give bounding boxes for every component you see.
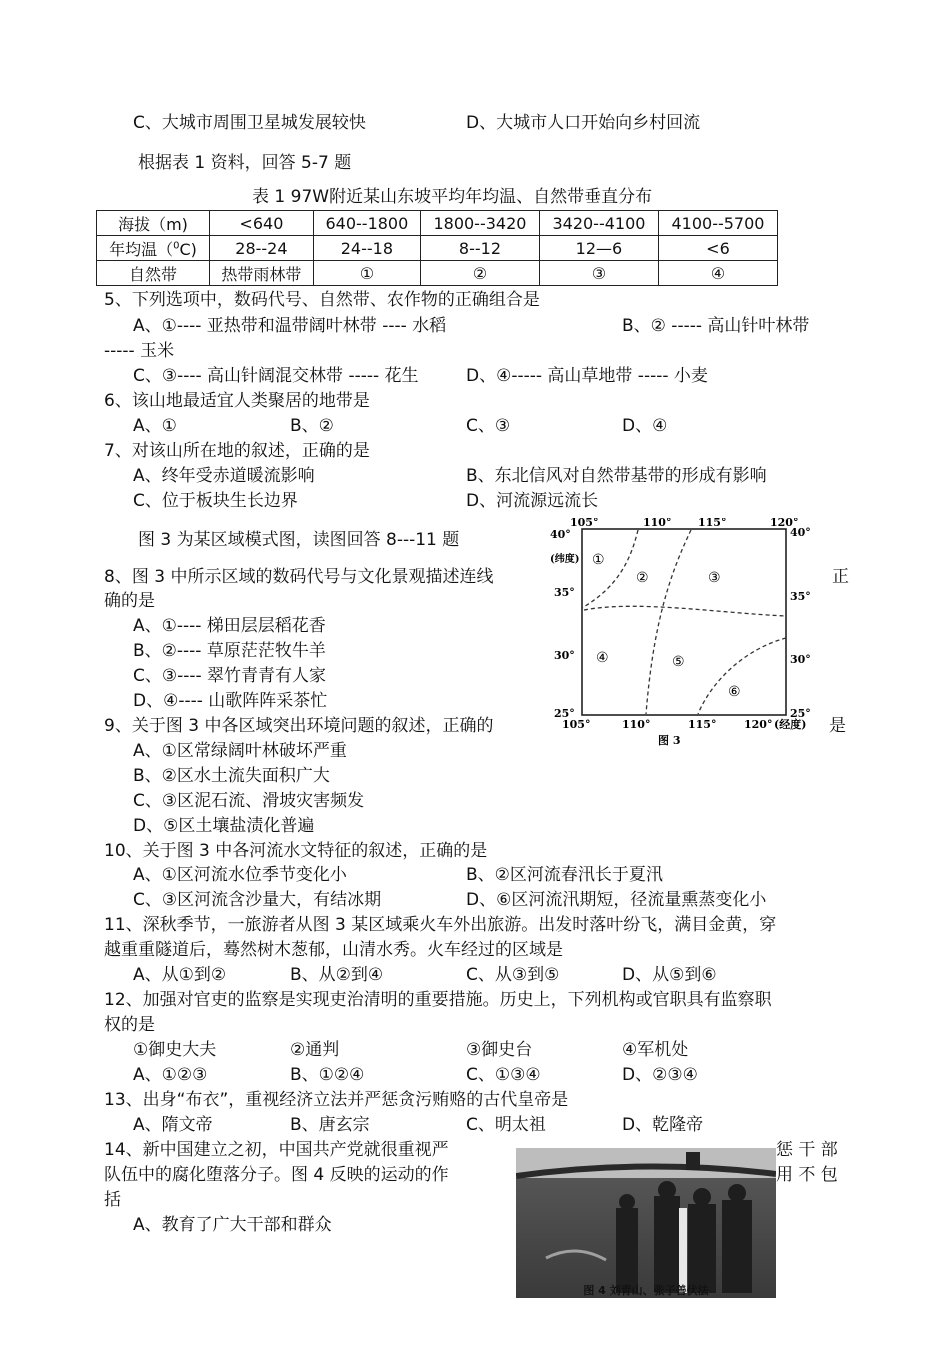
figure3-region-map [548,518,850,750]
table1-cell: ② [420,261,539,286]
table1-cell-temp-label: 年均温（$^0$C) [97,236,210,261]
q13-option-b: B、唐玄宗 [290,1115,370,1135]
boundary-line [582,530,638,608]
q12-option-d: D、②③④ [622,1065,698,1085]
q12-item-3: ③御史台 [466,1040,533,1060]
table1-caption: 表 1 97W附近某山东坡平均年均温、自然带垂直分布 [252,187,653,207]
lon-label-top: 105° [570,518,599,529]
q11-stem: 11、深秋季节，一旅游者从图 3 某区域乘火车外出旅游。出发时落叶纷飞，满目金黄，穿 [104,915,777,935]
q7-option-b: B、东北信风对自然带基带的形成有影响 [466,466,767,486]
q10-option-d: D、⑥区河流汛期短，径流量熏蒸变化小 [466,890,767,910]
table1 [96,210,778,286]
q4-option-d: D、大城市人口开始向乡村回流 [466,113,701,133]
table1-cell: 640--1800 [313,211,420,236]
q9-stem-end: 是 [829,716,846,736]
q8-stem: 8、图 3 中所示区域的数码代号与文化景观描述连线 [104,567,494,587]
q13-option-a: A、隋文帝 [133,1115,213,1135]
q12-item-1: ①御史大夫 [133,1040,217,1060]
boundary-line [646,530,691,714]
region-number: ① [592,552,605,568]
q14-option-a: A、教育了广大干部和群众 [133,1215,332,1235]
q7-stem: 7、对该山所在地的叙述，正确的是 [104,441,370,461]
q5-option-a: A、①---- 亚热带和温带阔叶林带 ---- 水稻 [133,316,447,336]
boundary-line [698,638,786,714]
region-number: ③ [708,570,721,586]
map-frame [582,529,786,715]
table1-cell: 1800--3420 [420,211,539,236]
q8-stem-end: 正 [832,567,849,587]
q14-stem: 14、新中国建立之初，中国共产党就很重视严 [104,1140,449,1160]
q5-stem: 5、下列选项中，数码代号、自然带、农作物的正确组合是 [104,290,540,310]
lat-label-left: 25° [554,707,575,720]
q14-stem-cont2: 括 [104,1190,121,1210]
table1-cell: 自然带 [97,261,210,286]
q6-option-b: B、② [290,416,334,436]
region-number: ② [636,570,649,586]
figure4-photo [516,1148,776,1298]
q4-option-c: C、大城市周围卫星城发展较快 [133,113,366,133]
q9-option-c: C、③区泥石流、滑坡灾害频发 [133,791,365,811]
table1-cell: <6 [658,236,777,261]
q7-option-a: A、终年受赤道暖流影响 [133,466,315,486]
lat-label-left: 40° [550,528,571,541]
lon-label-top: 115° [698,518,727,529]
q12-stem-cont: 权的是 [104,1015,155,1035]
q5-option-d: D、④----- 高山草地带 ----- 小麦 [466,366,708,386]
q14-stem-end: 惩 干 部 [776,1140,838,1160]
lat-label-left: 30° [554,649,575,662]
lat-unit-label: (纬度) [550,554,580,565]
q9-stem: 9、关于图 3 中各区域突出环境问题的叙述，正确的 [104,716,494,736]
q11-option-b: B、从②到④ [290,965,384,985]
intro-figure3: 图 3 为某区域模式图，读图回答 8---11 题 [138,530,460,550]
q5-option-b: B、② ----- 高山针叶林带 [622,316,810,336]
lon-label-bottom: 110° [622,718,651,731]
q11-option-d: D、从⑤到⑥ [622,965,717,985]
q12-option-b: B、①②④ [290,1065,365,1085]
q6-option-c: C、③ [466,416,511,436]
q9-option-a: A、①区常绿阔叶林破坏严重 [133,741,347,761]
q7-option-d: D、河流源远流长 [466,491,599,511]
q9-option-d: D、⑤区土壤盐渍化普遍 [133,816,315,836]
region-number: ④ [596,650,609,666]
q12-option-c: C、①③④ [466,1065,541,1085]
table1-cell: 28--24 [209,236,313,261]
table1-cell: 12—6 [539,236,658,261]
q12-item-4: ④军机处 [622,1040,689,1060]
region-number: ⑤ [672,654,685,670]
q6-stem: 6、该山地最适宜人类聚居的地带是 [104,391,370,411]
q10-option-a: A、①区河流水位季节变化小 [133,865,347,885]
q13-stem: 13、出身“布衣”，重视经济立法并严惩贪污贿赂的古代皇帝是 [104,1090,569,1110]
q7-option-c: C、位于板块生长边界 [133,491,298,511]
lat-label-right: 40° [790,526,811,539]
table1-cell: 海拔（m) [97,211,210,236]
table1-cell: 4100--5700 [658,211,777,236]
boundary-line [584,606,786,616]
q11-stem-cont: 越重重隧道后，蓦然树木葱郁，山清水秀。火车经过的区域是 [104,940,563,960]
q10-option-b: B、②区河流春汛长于夏汛 [466,865,663,885]
q9-option-b: B、②区水土流失面积广大 [133,766,330,786]
lon-label-top: 120° [770,518,799,529]
q5-option-c: C、③---- 高山针阔混交林带 ----- 花生 [133,366,419,386]
intro-table1: 根据表 1 资料，回答 5-7 题 [138,153,352,173]
lon-label-top: 110° [643,518,672,529]
q6-option-a: A、① [133,416,177,436]
table1-cell: ④ [658,261,777,286]
q10-stem: 10、关于图 3 中各河流水文特征的叙述，正确的是 [104,841,488,861]
table1-cell: ① [313,261,420,286]
q8-option-d: D、④---- 山歌阵阵采茶忙 [133,691,328,711]
lat-label-right: 25° [790,707,811,720]
lon-label-bottom: 115° [688,718,717,731]
q12-option-a: A、①②③ [133,1065,208,1085]
table1-cell: 3420--4100 [539,211,658,236]
q6-option-d: D、④ [622,416,668,436]
table1-cell: ③ [539,261,658,286]
region-number: ⑥ [728,684,741,700]
table1-cell: 24--18 [313,236,420,261]
q13-option-d: D、乾隆帝 [622,1115,704,1135]
table1-row-temperature [97,236,778,261]
q8-stem-cont: 确的是 [104,591,155,611]
q10-option-c: C、③区河流含沙量大，有结冰期 [133,890,382,910]
table1-row-altitude [97,211,778,236]
table1-row-zone [97,261,778,286]
q8-option-a: A、①---- 梯田层层稻花香 [133,616,326,636]
q12-item-2: ②通判 [290,1040,340,1060]
q11-option-a: A、从①到② [133,965,227,985]
q8-option-b: B、②---- 草原茫茫牧牛羊 [133,641,326,661]
lon-unit-label: (经度) [774,718,807,731]
table1-cell: <640 [209,211,313,236]
table1-cell: 8--12 [420,236,539,261]
lat-label-right: 30° [790,653,811,666]
figure3-caption: 图 3 [658,734,681,747]
q12-stem: 12、加强对官吏的监察是实现吏治清明的重要措施。历史上，下列机构或官职具有监察职 [104,990,772,1010]
lon-label-bottom: 120° [744,718,773,731]
table1-cell: 热带雨林带 [209,261,313,286]
q14-stem-cont-end: 用 不 包 [776,1165,838,1185]
q13-option-c: C、明太祖 [466,1115,546,1135]
lat-label-left: 35° [554,586,575,599]
q5-option-b-cont: ----- 玉米 [104,341,175,361]
lat-label-right: 35° [790,590,811,603]
q8-option-c: C、③---- 翠竹青青有人家 [133,666,327,686]
lon-label-bottom: 105° [562,718,591,731]
q14-stem-cont: 队伍中的腐化堕落分子。图 4 反映的运动的作 [104,1165,449,1185]
figure4-caption: 图 4 刘青山、张子善伏法 [583,1284,709,1297]
q11-option-c: C、从③到⑤ [466,965,560,985]
